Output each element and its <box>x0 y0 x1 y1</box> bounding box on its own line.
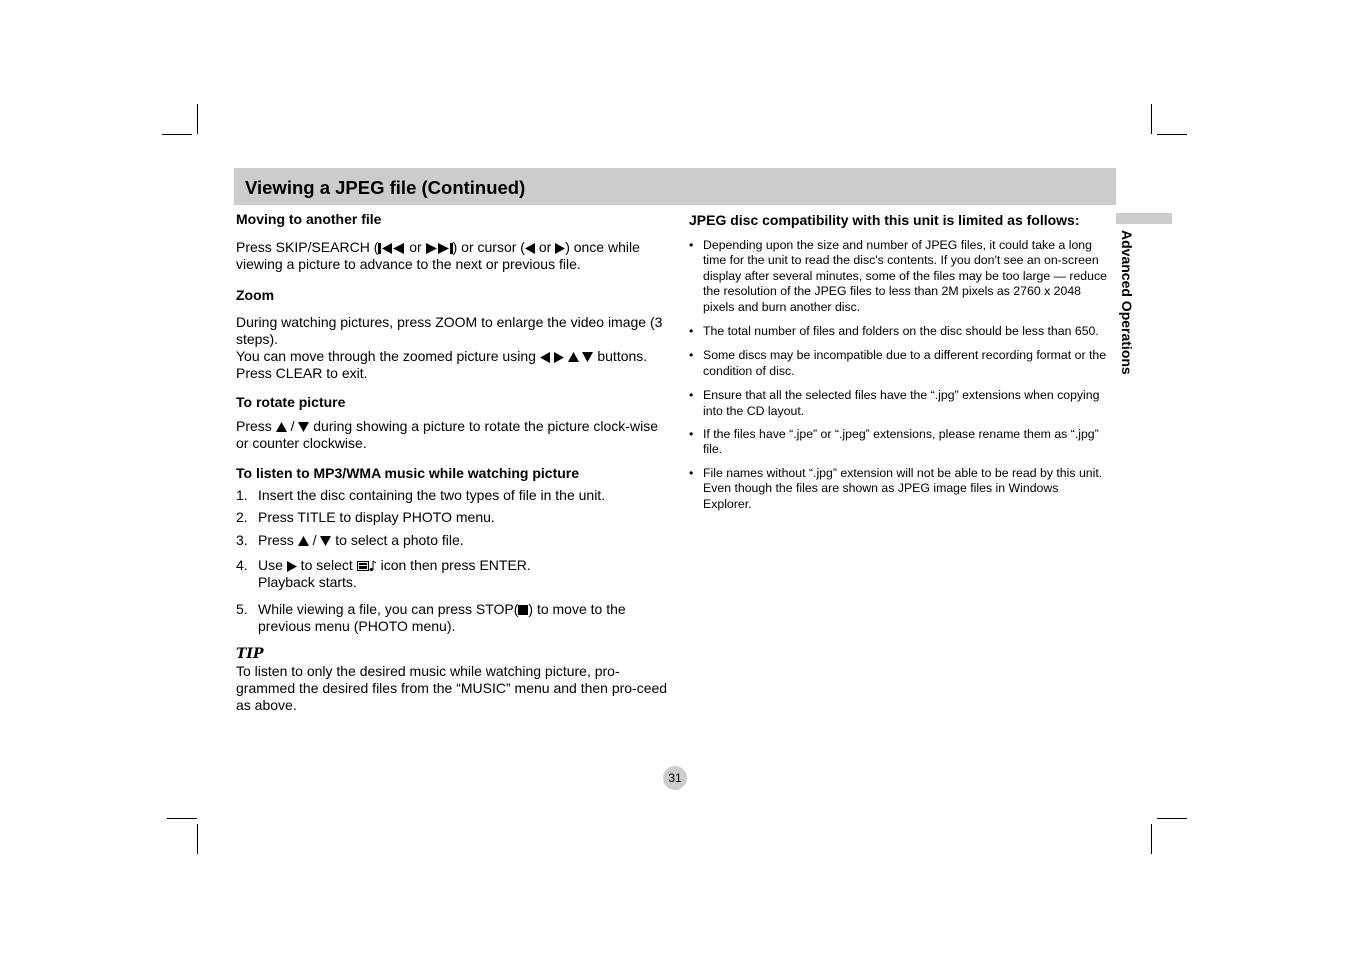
rotate-heading: To rotate picture <box>236 394 346 410</box>
list-item: • If the files have “.jpe” or “.jpeg” extensions, please rename them as “.jpg” file. <box>689 427 1099 457</box>
section-title-bar <box>234 168 1116 205</box>
list-item: • Depending upon the size and number of JPEG files, it could take a long time for the unit to read the disc's contents. If you don't see an on-screen display after several minutes, some of the files may be too large — reduce the resolution of the JPEG files to less than 2M pixels as 2760 x 2048 pixels and burn another disc. <box>689 238 1107 314</box>
crop-mark <box>1157 134 1187 135</box>
side-section-label <box>1117 230 1137 400</box>
compatibility-list <box>689 238 1109 512</box>
right-arrow-icon <box>554 352 564 363</box>
music-heading: To listen to MP3/WMA music while watching picture <box>236 465 580 481</box>
tip-text: To listen to only the desired music while watching picture, pro-grammed the desired files from the “MUSIC” menu and then pro-ceed as above. <box>236 663 668 713</box>
moving-heading: Moving to another file <box>236 211 382 227</box>
music-photo-icon <box>357 560 377 572</box>
left-arrow-icon <box>540 352 550 363</box>
down-arrow-icon <box>582 352 593 362</box>
list-item: • File names without “.jpg” extension will not be able to be read by this unit. Even though the files are shown as JPEG image files in Windows Explorer. <box>689 465 1103 511</box>
music-steps-list <box>236 487 668 635</box>
zoom-paragraph-3: Press CLEAR to exit. <box>236 365 368 381</box>
down-arrow-icon <box>298 422 309 432</box>
moving-paragraph: Press SKIP/SEARCH ( or ) or cursor ( or ) once while viewing a picture to advance to the next or previous file. <box>236 239 640 272</box>
crop-mark <box>1151 104 1152 134</box>
crop-mark <box>1151 824 1152 854</box>
right-arrow-icon <box>555 243 565 254</box>
crop-mark <box>1157 818 1187 819</box>
skip-next-icon <box>426 243 453 254</box>
crop-mark <box>197 104 198 134</box>
stop-icon <box>518 605 528 615</box>
up-arrow-icon <box>298 536 309 546</box>
right-arrow-icon <box>287 561 297 572</box>
down-arrow-icon <box>320 536 331 546</box>
tip-label: TIP <box>236 646 264 662</box>
list-item: 2. Press TITLE to display PHOTO menu. <box>236 509 495 525</box>
up-arrow-icon <box>568 352 579 362</box>
left-column <box>236 211 668 714</box>
list-item: 4. Use to select icon then press ENTER. Playback starts. <box>236 557 531 590</box>
zoom-paragraph-2: You can move through the zoomed picture using buttons. <box>236 348 648 364</box>
zoom-heading: Zoom <box>236 287 275 303</box>
list-item: 3. Press / to select a photo file. <box>236 532 464 548</box>
left-arrow-icon <box>525 243 535 254</box>
skip-previous-icon <box>378 243 405 254</box>
up-arrow-icon <box>276 422 287 432</box>
crop-mark <box>197 824 198 854</box>
list-item: 5. While viewing a file, you can press STOP( ) to move to the previous menu (PHOTO menu). <box>236 601 626 634</box>
list-item: • Some discs may be incompatible due to a different recording format or the condition of disc. <box>689 348 1107 378</box>
side-tab-marker <box>1116 213 1172 224</box>
page-title: Viewing a JPEG file (Continued) <box>245 177 526 198</box>
zoom-paragraph-1: During watching pictures, press ZOOM to enlarge the video image (3 steps). <box>236 314 663 347</box>
right-column <box>689 211 1109 512</box>
page-number: 31 <box>663 766 687 790</box>
compatibility-heading: JPEG disc compatibility with this unit is limited as follows: <box>689 212 1080 228</box>
side-section-label-text: Advanced Operations <box>1119 230 1135 375</box>
list-item: • Ensure that all the selected files have the “.jpg” extensions when copying into the CD layout. <box>689 388 1100 418</box>
list-item: • The total number of files and folders on the disc should be less than 650. <box>689 324 1099 339</box>
crop-mark <box>167 818 197 819</box>
list-item: 1. Insert the disc containing the two types of file in the unit. <box>236 487 606 503</box>
rotate-paragraph: Press / during showing a picture to rotate the picture clock-wise or counter clockwise. <box>236 418 658 451</box>
crop-mark <box>162 134 192 135</box>
